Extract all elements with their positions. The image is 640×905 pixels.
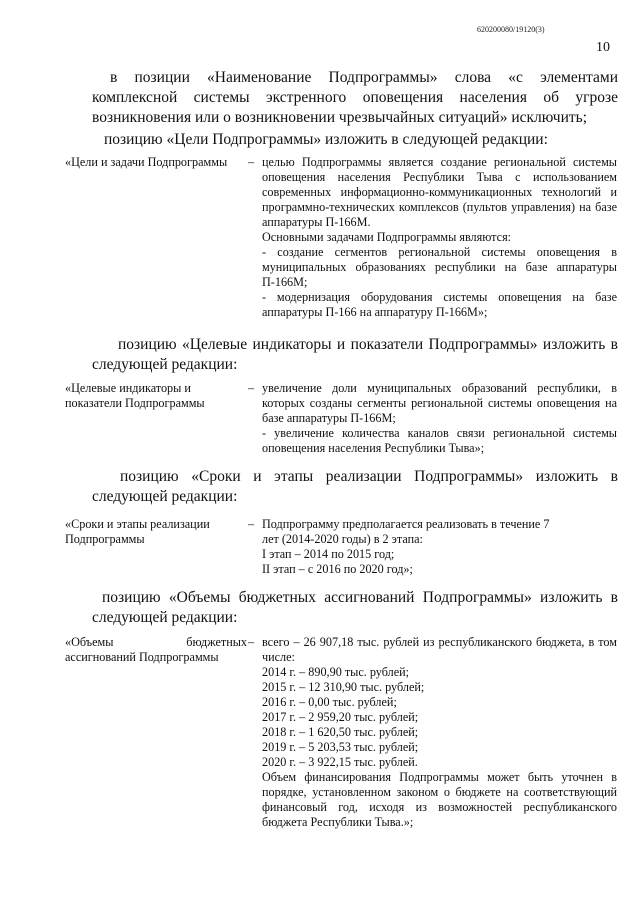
terms-line-1: Подпрограмму предполагается реализовать в течение 7 лет (2014-2020 годы) в 2 этапа: bbox=[262, 517, 550, 546]
budget-dash: – bbox=[248, 635, 255, 649]
budget-year-row: 2015 г. – 12 310,90 тыс. рублей; bbox=[262, 680, 425, 694]
budget-value bbox=[262, 635, 617, 830]
budget-year-row: 2020 г. – 3 922,15 тыс. рублей. bbox=[262, 755, 418, 769]
budget-total: всего – 26 907,18 тыс. рублей из республиканского бюджета, в том числе: bbox=[262, 635, 617, 664]
paragraph-text: позицию «Сроки и этапы реализации Подпрограммы» изложить в следующей редакции: bbox=[92, 468, 618, 505]
goals-tasks-intro: Основными задачами Подпрограммы являются: bbox=[262, 230, 512, 244]
terms-dash: – bbox=[248, 517, 255, 531]
indicators-label: «Целевые индикаторы и показатели Подпрограммы bbox=[65, 381, 205, 410]
budget-year-row: 2019 г. – 5 203,53 тыс. рублей; bbox=[262, 740, 419, 754]
paragraph-budget-intro bbox=[92, 588, 618, 628]
paragraph-text: в позиции «Наименование Подпрограммы» слова «с элементами комплексной системы экстренного оповещения населения об угрозе возникновения или о возникновении чрезвычайных ситуаций» исключить; bbox=[92, 69, 618, 126]
indicators-dash: – bbox=[248, 381, 255, 395]
budget-year-row: 2014 г. – 890,90 тыс. рублей; bbox=[262, 665, 410, 679]
goals-dash: – bbox=[248, 155, 255, 169]
budget-year-row: 2017 г. – 2 959,20 тыс. рублей; bbox=[262, 710, 419, 724]
budget-year-row: 2016 г. – 0,00 тыс. рублей; bbox=[262, 695, 397, 709]
indicators-item-1: увеличение доли муниципальных образований республики, в которых созданы сегменты региональной системы оповещения на базе аппаратуры П-166М; bbox=[262, 381, 617, 425]
paragraph-text: позицию «Объемы бюджетных ассигнований Подпрограммы» изложить в следующей редакции: bbox=[92, 589, 618, 626]
indicators-item-2: - увеличение количества каналов связи региональной системы оповещения населения Республики Тыва»; bbox=[262, 426, 617, 455]
goals-value bbox=[262, 155, 617, 320]
goals-task-1: - создание сегментов региональной системы оповещения в муниципальных образованиях республики на базе аппаратуры П-166М; bbox=[262, 245, 617, 289]
budget-year-row: 2018 г. – 1 620,50 тыс. рублей; bbox=[262, 725, 419, 739]
page-number: 10 bbox=[596, 40, 610, 55]
paragraph-terms-intro bbox=[92, 467, 618, 507]
terms-line-2: I этап – 2014 по 2015 год; bbox=[262, 547, 395, 561]
goals-task-2: - модернизация оборудования системы оповещения на базе аппаратуры П-166 на аппаратуру П-166М»; bbox=[262, 290, 617, 319]
budget-note: Объем финансирования Подпрограммы может быть уточнен в порядке, установленном законом о бюджете на соответствующий финансовый год, исходя из возможностей республиканского бюджета Республики Тыва.»; bbox=[262, 770, 617, 829]
goals-label: «Цели и задачи Подпрограммы bbox=[65, 155, 228, 169]
terms-label: «Сроки и этапы реализации Подпрограммы bbox=[65, 517, 210, 546]
budget-label: «Объемы бюджетных ассигнований Подпрограммы bbox=[65, 635, 247, 664]
paragraph-goals-intro: позицию «Цели Подпрограммы» изложить в следующей редакции: bbox=[104, 131, 548, 148]
paragraph-name-position bbox=[92, 68, 618, 128]
terms-line-3: II этап – с 2016 по 2020 год»; bbox=[262, 562, 413, 576]
paragraph-text: позицию «Целевые индикаторы и показатели Подпрограммы» изложить в следующей редакции: bbox=[92, 336, 618, 373]
goals-text: целью Подпрограммы является создание региональной системы оповещения населения Республики Тыва с использованием современных информационно-коммуникационных технологий и программно-технических комплексов (пультов управления) на базе аппаратуры П-166М. bbox=[262, 155, 617, 229]
terms-value bbox=[262, 517, 562, 577]
paragraph-indicators-intro bbox=[92, 335, 618, 375]
document-id: 620200080/19120(3) bbox=[477, 25, 545, 34]
indicators-value bbox=[262, 381, 617, 456]
